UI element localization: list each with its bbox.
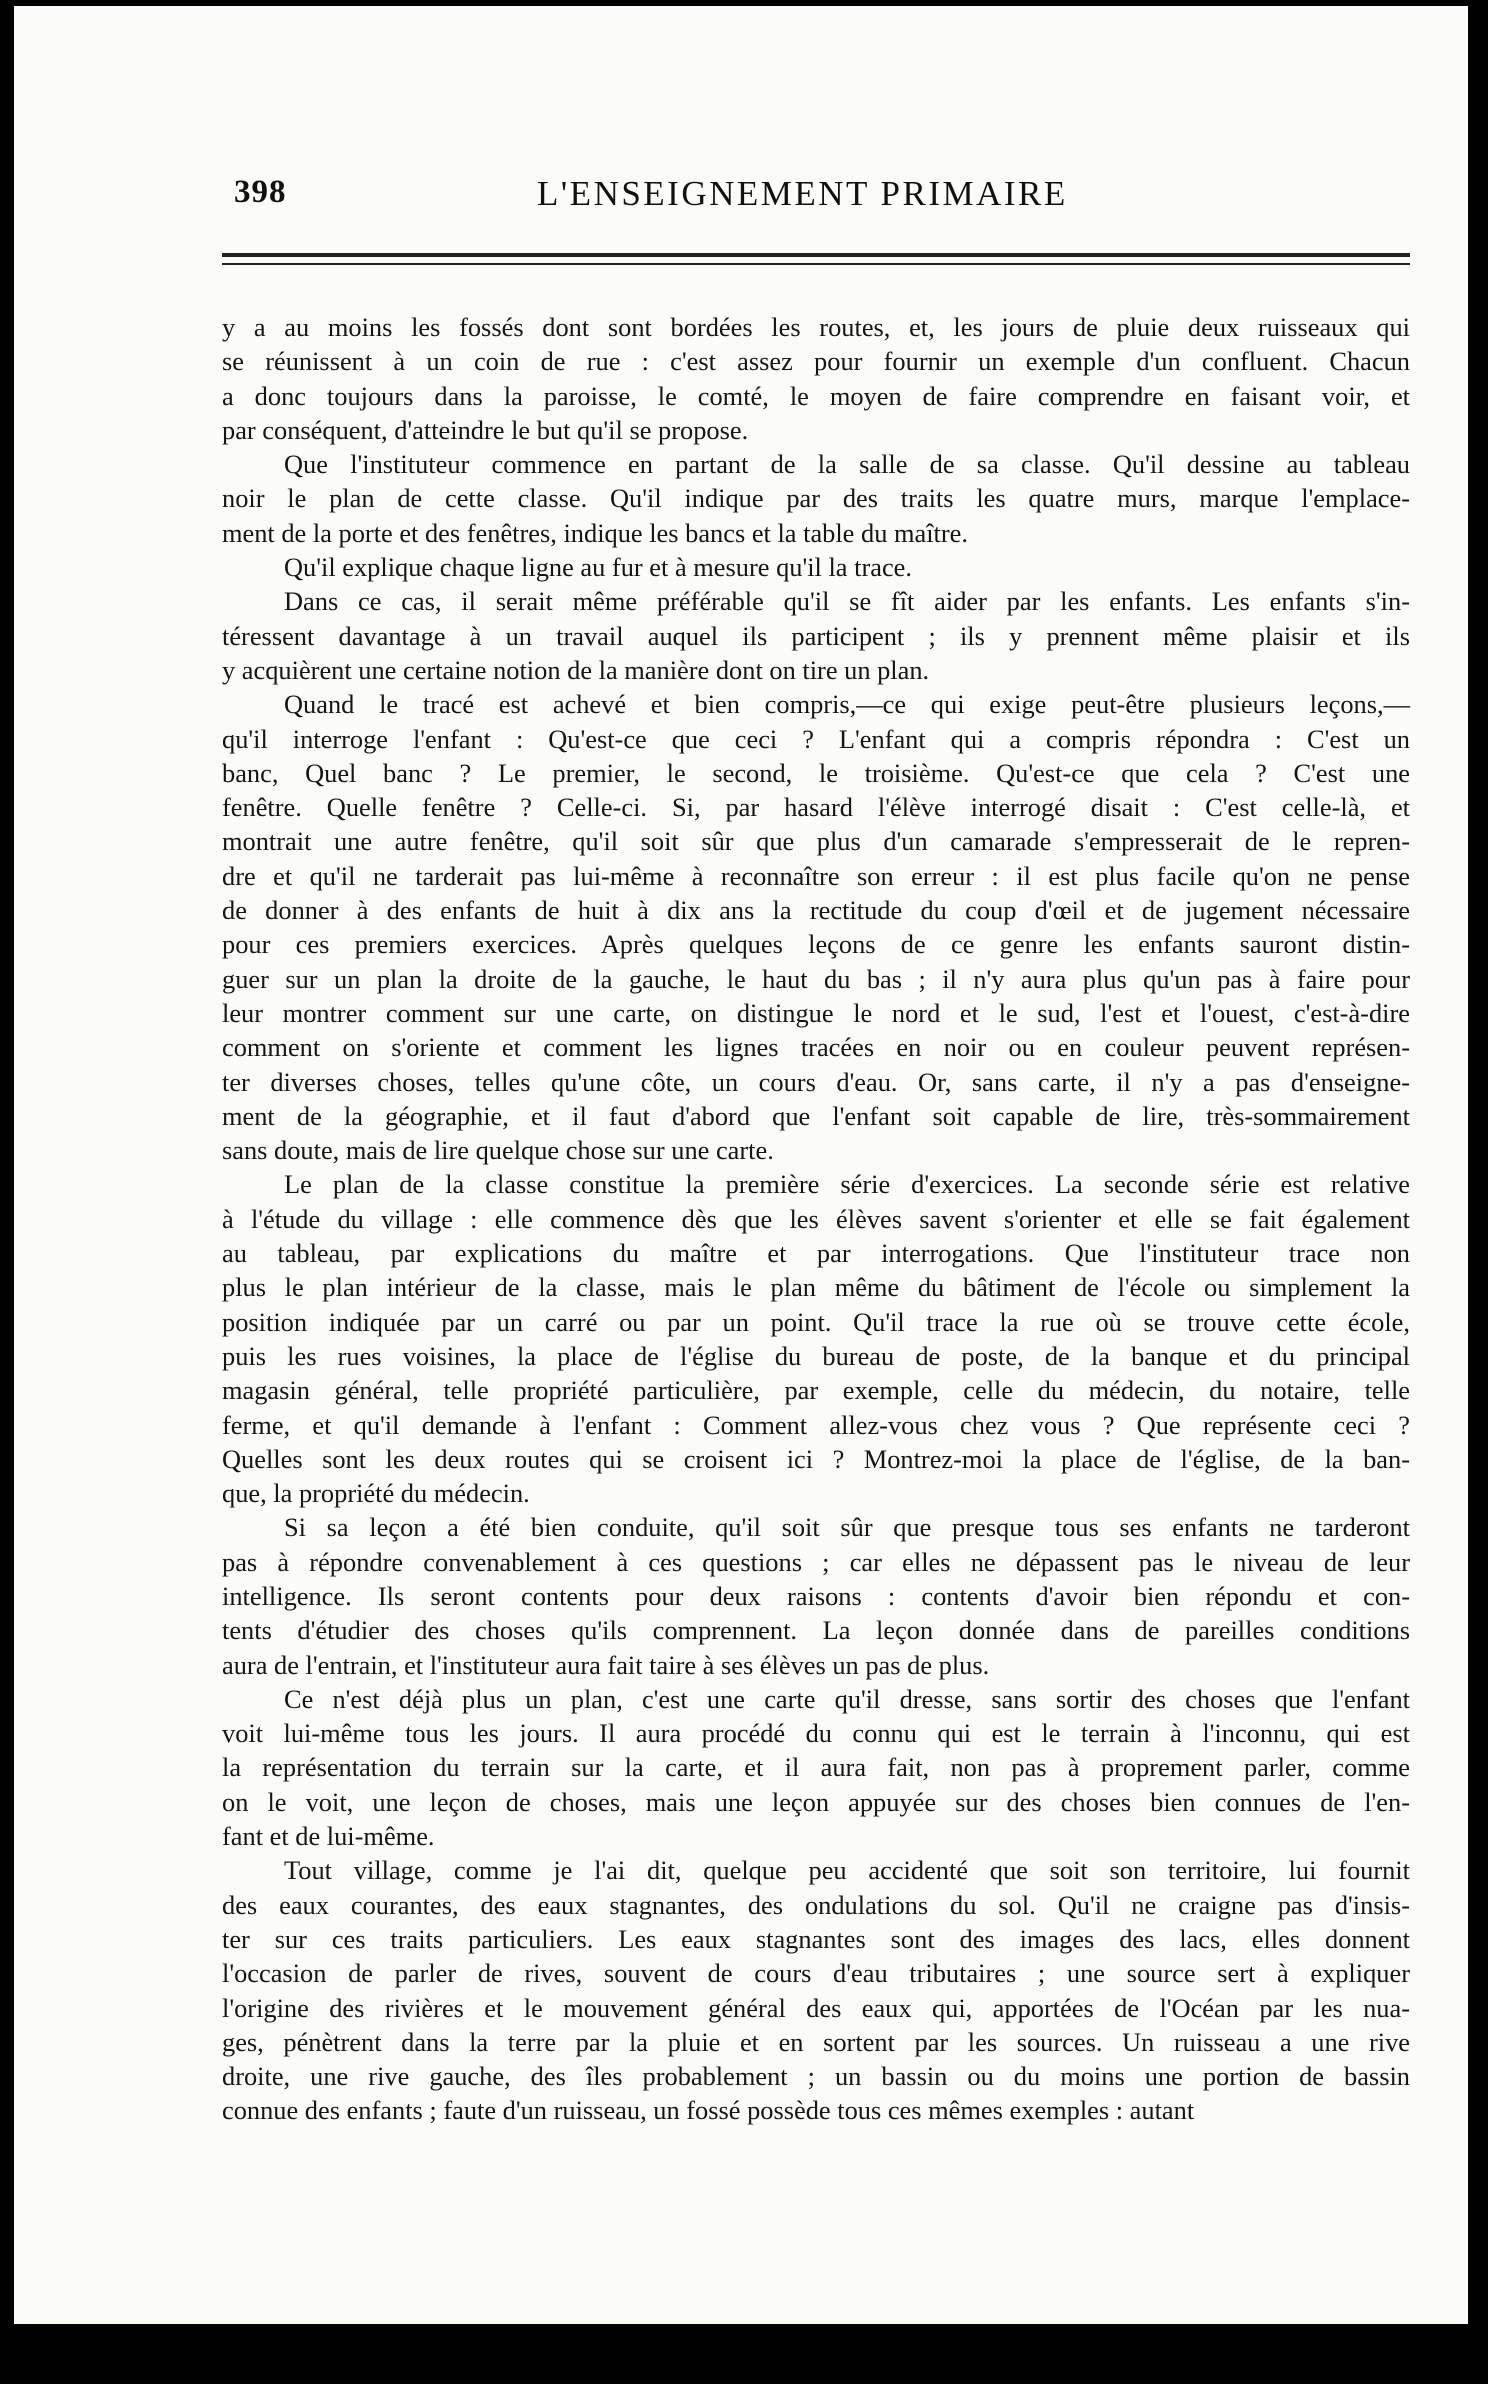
text-line: y a au moins les fossés dont sont bordées les routes, et, les jours de pluie deux ruisseaux qui (222, 312, 1410, 342)
text-line: connue des enfants ; faute d'un ruisseau, un fossé possède tous ces mêmes exemples : autant (222, 2095, 1195, 2126)
text-line: position indiquée par un carré ou par un point. Qu'il trace la rue où se trouve cette école, (222, 1306, 1410, 1337)
paragraph (222, 584, 1410, 687)
paragraph (222, 1510, 1410, 1681)
text-line: puis les rues voisines, la place de l'église du bureau de poste, de la banque et du principal (222, 1340, 1410, 1371)
text-line: ment de la géographie, et il faut d'abord que l'enfant soit capable de lire, très-sommairement (222, 1100, 1410, 1131)
page-body-text (222, 310, 1410, 2128)
text-line: ferme, et qu'il demande à l'enfant : Comment allez-vous chez vous ? Que représente ceci ? (222, 1409, 1410, 1440)
text-line: se réunissent à un coin de rue : c'est assez pour fournir un exemple d'un confluent. Chacun (222, 346, 1410, 377)
text-line: a donc toujours dans la paroisse, le comté, le moyen de faire comprendre en faisant voir, et (222, 380, 1410, 411)
text-line: fenêtre. Quelle fenêtre ? Celle-ci. Si, par hasard l'élève interrogé disait : C'est celle-là, et (222, 792, 1410, 823)
paragraph (222, 1853, 1410, 2127)
text-line: Ce n'est déjà plus un plan, c'est une carte qu'il dresse, sans sortir des choses que l'enfant (284, 1683, 1410, 1714)
paragraph (222, 447, 1410, 550)
text-line: Quelles sont les deux routes qui se croisent ici ? Montrez-moi la place de l'église, de la ban- (222, 1443, 1410, 1474)
text-line: Que l'instituteur commence en partant de la salle de sa classe. Qu'il dessine au tableau (284, 449, 1410, 480)
text-line: aura de l'entrain, et l'instituteur aura fait taire à ses élèves un pas de plus. (222, 1649, 990, 1680)
text-line: ges, pénètrent dans la terre par la pluie et en sortent par les sources. Un ruisseau a une rive (222, 2026, 1410, 2057)
text-line: la représentation du terrain sur la carte, et il aura fait, non pas à proprement parler, comme (222, 1752, 1410, 1783)
paragraph (222, 1167, 1410, 1510)
text-line: montrait une autre fenêtre, qu'il soit sûr que plus d'un camarade s'empresserait de le repren- (222, 826, 1410, 857)
text-line: Dans ce cas, il serait même préférable qu'il se fît aider par les enfants. Les enfants s'in- (284, 586, 1410, 617)
text-line: droite, une rive gauche, des îles probablement ; un bassin ou du moins une portion de bassin (222, 2061, 1410, 2092)
text-line: Tout village, comme je l'ai dit, quelque peu accidenté que soit son territoire, lui fournit (284, 1855, 1410, 1886)
text-line: Le plan de la classe constitue la première série d'exercices. La seconde série est relative (284, 1169, 1410, 1200)
text-line: Quand le tracé est achevé et bien compris,—ce qui exige peut-être plusieurs leçons,— (284, 689, 1410, 720)
text-line: par conséquent, d'atteindre le but qu'il se propose. (222, 414, 749, 445)
text-line: guer sur un plan la droite de la gauche, le haut du bas ; il n'y aura plus qu'un pas à faire pour (222, 963, 1410, 994)
text-line: intelligence. Ils seront contents pour deux raisons : contents d'avoir bien répondu et con- (222, 1580, 1410, 1611)
text-line: tents d'étudier des choses qu'ils comprennent. La leçon donnée dans de pareilles conditions (222, 1615, 1410, 1646)
paragraph (222, 310, 1410, 447)
page-number: 398 (234, 174, 287, 210)
text-line: y acquièrent une certaine notion de la manière dont on tire un plan. (222, 654, 930, 685)
text-line: comment on s'oriente et comment les lignes tracées en noir ou en couleur peuvent représen- (222, 1032, 1410, 1063)
paragraph (222, 687, 1410, 1167)
text-line: plus le plan intérieur de la classe, mais le plan même du bâtiment de l'école ou simplement la (222, 1272, 1410, 1303)
page-header (234, 174, 1424, 224)
text-line: ment de la porte et des fenêtres, indique les bancs et la table du maître. (222, 517, 968, 548)
text-line: ter sur ces traits particuliers. Les eaux stagnantes sont des images des lacs, elles donnent (222, 1923, 1410, 1954)
text-line: de donner à des enfants de huit à dix ans la rectitude du coup d'œil et de jugement nécessaire (222, 895, 1410, 926)
text-line: qu'il interroge l'enfant : Qu'est-ce que ceci ? L'enfant qui a compris répondra : C'est un (222, 723, 1410, 754)
text-line: on le voit, une leçon de choses, mais une leçon appuyée sur des choses bien connues de l'en- (222, 1786, 1410, 1817)
text-line: leur montrer comment sur une carte, on distingue le nord et le sud, l'est et l'ouest, c'est-à-dire (222, 997, 1410, 1028)
text-line: banc, Quel banc ? Le premier, le second, le troisième. Qu'est-ce que cela ? C'est une (222, 757, 1410, 788)
text-line: au tableau, par explications du maître et par interrogations. Que l'instituteur trace non (222, 1238, 1410, 1269)
header-rule-thick (222, 253, 1410, 257)
text-line: que, la propriété du médecin. (222, 1478, 530, 1509)
text-line: pour ces premiers exercices. Après quelques leçons de ce genre les enfants sauront distin- (222, 929, 1410, 960)
paragraph (222, 550, 1410, 584)
text-line: l'origine des rivières et le mouvement général des eaux qui, apportées de l'Océan par les nua- (222, 1992, 1410, 2023)
text-line: téressent davantage à un travail auquel ils participent ; ils y prennent même plaisir et ils (222, 620, 1410, 651)
text-line: ter diverses choses, telles qu'une côte, un cours d'eau. Or, sans carte, il n'y a pas d'enseigne- (222, 1066, 1410, 1097)
text-line: noir le plan de cette classe. Qu'il indique par des traits les quatre murs, marque l'emplace- (222, 483, 1410, 514)
text-line: pas à répondre convenablement à ces questions ; car elles ne dépassent pas le niveau de leur (222, 1546, 1410, 1577)
running-title: L'ENSEIGNEMENT PRIMAIRE (537, 174, 1068, 213)
text-line: des eaux courantes, des eaux stagnantes, des ondulations du sol. Qu'il ne craigne pas d'insis- (222, 1889, 1410, 1920)
text-line: magasin général, telle propriété particulière, par exemple, celle du médecin, du notaire, telle (222, 1375, 1410, 1406)
text-line: Qu'il explique chaque ligne au fur et à mesure qu'il la trace. (284, 552, 912, 583)
text-line: l'occasion de parler de rives, souvent de cours d'eau tributaires ; une source sert à expliquer (222, 1958, 1410, 1989)
text-line: sans doute, mais de lire quelque chose sur une carte. (222, 1135, 774, 1166)
header-rule-thin (222, 263, 1410, 265)
paragraph (222, 1682, 1410, 1853)
text-line: Si sa leçon a été bien conduite, qu'il soit sûr que presque tous ses enfants ne tarderont (284, 1512, 1410, 1543)
text-line: à l'étude du village : elle commence dès que les élèves savent s'orienter et elle se fait également (222, 1203, 1410, 1234)
text-line: dre et qu'il ne tarderait pas lui-même à reconnaître son erreur : il est plus facile qu'on ne pense (222, 860, 1410, 891)
text-line: fant et de lui-même. (222, 1821, 435, 1852)
text-line: voit lui-même tous les jours. Il aura procédé du connu qui est le terrain à l'inconnu, qui est (222, 1718, 1410, 1749)
